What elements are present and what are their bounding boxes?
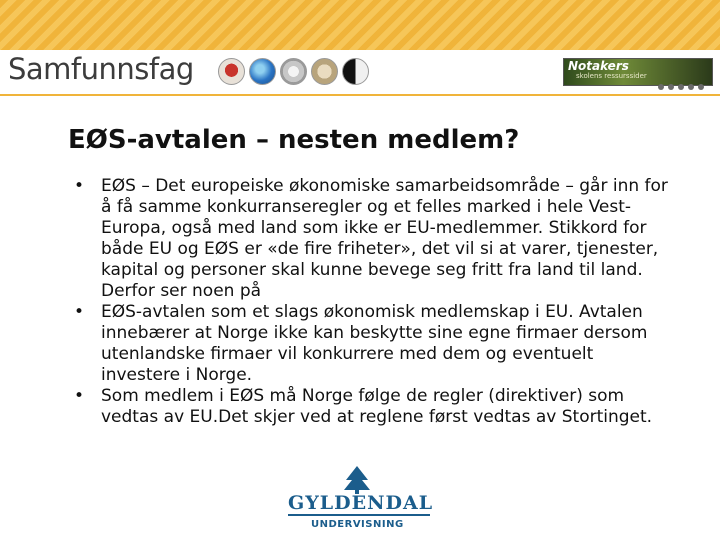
seal-icon[interactable]: [311, 58, 338, 85]
partner-logo-title: Notakers: [568, 59, 629, 73]
nav-dot-icon[interactable]: [678, 84, 684, 90]
bullet-list: [66, 176, 676, 428]
publisher-divider: [288, 514, 430, 516]
nav-dot-icon[interactable]: [688, 84, 694, 90]
nav-dot-icon[interactable]: [668, 84, 674, 90]
coat-of-arms-icon[interactable]: [218, 58, 245, 85]
bullet-item: • EØS-avtalen som et slags økonomisk medlemskap i EU. Avtalen innebærer at Norge ikke kan beskytte sine egne firmaer dersom utenlandske firmaer vil konkurrere med dem og eventuelt investere i Norge.: [66, 302, 676, 386]
partner-logo-subtitle: skolens ressurssider: [576, 72, 647, 80]
nav-dot-icon[interactable]: [698, 84, 704, 90]
nav-dot-icon[interactable]: [658, 84, 664, 90]
coin-icon[interactable]: [280, 58, 307, 85]
bullet-item: • Som medlem i EØS må Norge følge de regler (direktiver) som vedtas av EU.Det skjer ved at reglene først vedtas av Stortinget.: [66, 386, 676, 428]
globe-icon[interactable]: [249, 58, 276, 85]
subject-title: Samfunnsfag: [8, 52, 194, 86]
top-banner: [0, 0, 720, 50]
publisher-subtitle: UNDERVISNING: [311, 519, 404, 530]
icon-row: [218, 58, 369, 86]
yin-yang-icon[interactable]: [342, 58, 369, 85]
bullet-item: • EØS – Det europeiske økonomiske samarbeidsområde – går inn for å få samme konkurranseregler og et felles marked i hele Vest-Europa, også med land som ikke er EU-medlemmer. Stikkord for både EU og EØS er «de fire friheter», det vil si at varer, tjenester, kapital og personer skal kunne bevege seg fritt fra land til land. Derfor ser noen på: [66, 176, 676, 302]
tree-logo-icon: [342, 466, 372, 494]
slide-title: EØS-avtalen – nesten medlem?: [68, 125, 520, 155]
publisher-name: GYLDENDAL: [288, 492, 434, 514]
